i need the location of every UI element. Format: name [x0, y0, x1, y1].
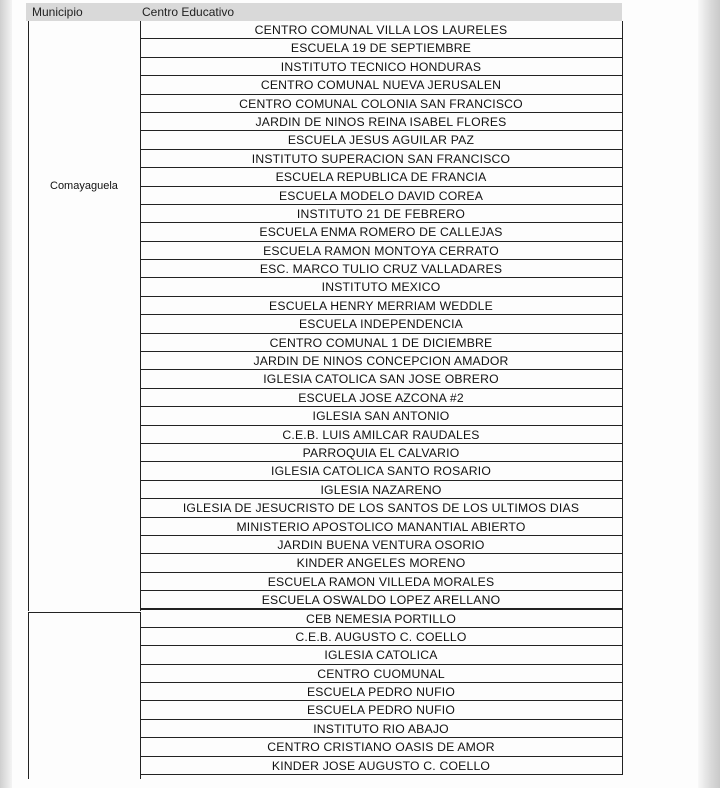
municipio-cell-group-1: [28, 21, 141, 611]
table-row: IGLESIA SAN ANTONIO: [140, 407, 622, 425]
page-edge-right: [698, 0, 720, 788]
table-row: PARROQUIA EL CALVARIO: [140, 444, 622, 462]
table-row: INSTITUTO MEXICO: [140, 278, 622, 296]
table-row: INSTITUTO 21 DE FEBRERO: [140, 205, 622, 223]
table-row: CENTRO CUOMUNAL: [140, 665, 622, 683]
centro-educativo-list: [140, 21, 623, 775]
table-row: C.E.B. LUIS AMILCAR RAUDALES: [140, 426, 622, 444]
table-row: IGLESIA CATOLICA SANTO ROSARIO: [140, 462, 622, 480]
table-row: INSTITUTO TECNICO HONDURAS: [140, 58, 622, 76]
municipio-name: Comayaguela: [50, 180, 118, 192]
table-row: ESCUELA REPUBLICA DE FRANCIA: [140, 168, 622, 186]
table-row: JARDIN BUENA VENTURA OSORIO: [140, 536, 622, 554]
table-row: C.E.B. AUGUSTO C. COELLO: [140, 628, 622, 646]
table-row: ESCUELA RAMON VILLEDA MORALES: [140, 573, 622, 591]
table-row: ESCUELA OSWALDO LOPEZ ARELLANO: [140, 591, 622, 609]
table-row: ESCUELA ENMA ROMERO DE CALLEJAS: [140, 223, 622, 241]
table-row: ESC. MARCO TULIO CRUZ VALLADARES: [140, 260, 622, 278]
municipio-cell-group-2: [28, 612, 141, 779]
table-row: JARDIN DE NINOS CONCEPCION AMADOR: [140, 352, 622, 370]
table-row: CENTRO COMUNAL NUEVA JERUSALEN: [140, 76, 622, 94]
table-row: CENTRO COMUNAL 1 DE DICIEMBRE: [140, 334, 622, 352]
table-row: ESCUELA 19 DE SEPTIEMBRE: [140, 39, 622, 57]
table-row: CEB NEMESIA PORTILLO: [140, 610, 622, 628]
header-municipio: Municipio: [32, 5, 83, 19]
table-row: CENTRO COMUNAL COLONIA SAN FRANCISCO: [140, 95, 622, 113]
header-centro-educativo: Centro Educativo: [142, 5, 235, 19]
table-row: INSTITUTO SUPERACION SAN FRANCISCO: [140, 150, 622, 168]
table-row: IGLESIA CATOLICA: [140, 646, 622, 664]
table-row: KINDER ANGELES MORENO: [140, 554, 622, 572]
table-row: IGLESIA CATOLICA SAN JOSE OBRERO: [140, 370, 622, 388]
table-row: INSTITUTO RIO ABAJO: [140, 720, 622, 738]
table-row: ESCUELA INDEPENDENCIA: [140, 315, 622, 333]
table-row: IGLESIA DE JESUCRISTO DE LOS SANTOS DE LOS ULTIMOS DIAS: [140, 499, 622, 517]
page-edge-left: [0, 0, 12, 788]
table-row: MINISTERIO APOSTOLICO MANANTIAL ABIERTO: [140, 518, 622, 536]
table-row: JARDIN DE NINOS REINA ISABEL FLORES: [140, 113, 622, 131]
table-row: KINDER JOSE AUGUSTO C. COELLO: [140, 757, 622, 775]
table-row: ESCUELA MODELO DAVID COREA: [140, 187, 622, 205]
table-row: CENTRO COMUNAL VILLA LOS LAURELES: [140, 21, 622, 39]
table-row: IGLESIA NAZARENO: [140, 481, 622, 499]
table-row: ESCUELA RAMON MONTOYA CERRATO: [140, 242, 622, 260]
table-row: ESCUELA HENRY MERRIAM WEDDLE: [140, 297, 622, 315]
table-row: ESCUELA PEDRO NUFIO: [140, 701, 622, 719]
table-row: ESCUELA JESUS AGUILAR PAZ: [140, 131, 622, 149]
table-row: ESCUELA PEDRO NUFIO: [140, 683, 622, 701]
table-row: ESCUELA JOSE AZCONA #2: [140, 389, 622, 407]
table-header-band: [26, 3, 622, 21]
table-row: CENTRO CRISTIANO OASIS DE AMOR: [140, 738, 622, 756]
